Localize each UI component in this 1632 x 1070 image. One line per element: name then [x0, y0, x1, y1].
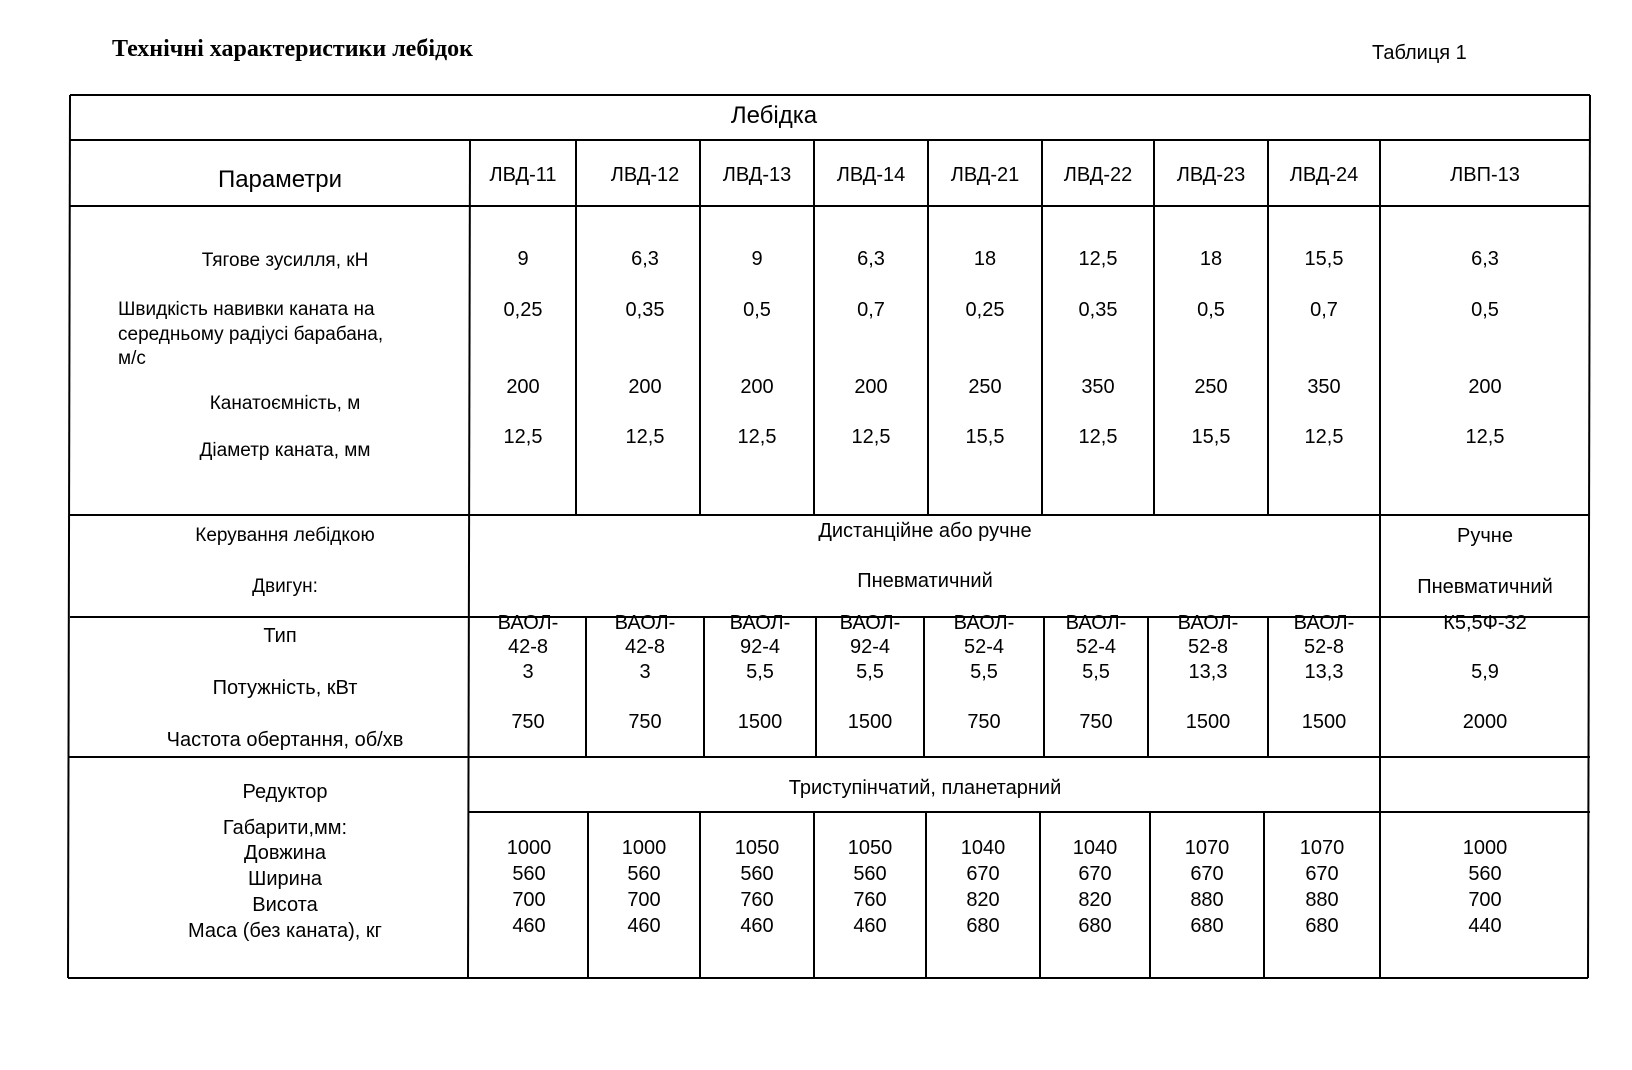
length-value: 1040: [960, 837, 1006, 859]
motor-type-line1: ВАОЛ-: [1293, 612, 1355, 634]
rpm-value: 1500: [847, 711, 893, 733]
length-value: 1000: [1462, 837, 1508, 859]
dims-label-header: Габарити,мм:: [222, 817, 348, 839]
traction-label: Тягове зусилля, кН: [201, 250, 369, 271]
speed-label-2: середньому радіусі барабана,: [118, 324, 384, 345]
dims-label-length: Довжина: [243, 842, 326, 864]
power-value: 13,3: [1304, 661, 1344, 683]
traction-value: 9: [517, 248, 529, 270]
speed-value: 0,35: [1078, 299, 1118, 321]
width-value: 560: [1468, 863, 1502, 885]
power-value: 5,9: [1471, 661, 1499, 683]
dims-label-width: Ширина: [248, 868, 322, 890]
length-value: 1000: [506, 837, 552, 859]
width-value: 560: [627, 863, 661, 885]
traction-value: 9: [751, 248, 763, 270]
capacity-value: 250: [968, 376, 1002, 398]
rpm-value: 1500: [737, 711, 783, 733]
diameter-value: 12,5: [1465, 426, 1505, 448]
diameter-value: 12,5: [851, 426, 891, 448]
control-label: Керування лебідкою: [195, 525, 375, 546]
speed-value: 0,5: [1471, 299, 1499, 321]
capacity-value: 250: [1194, 376, 1228, 398]
length-value: 1070: [1299, 837, 1345, 859]
motor-type-line1: ВАОЛ-: [953, 612, 1015, 634]
reducer-value: Триступінчатий, планетарний: [788, 777, 1062, 799]
mass-value: 680: [1078, 915, 1112, 937]
motor-type-line1: ВАОЛ-: [1177, 612, 1239, 634]
model-header: ЛВД-13: [722, 164, 792, 186]
height-value: 700: [1468, 889, 1502, 911]
rpm-value: 1500: [1185, 711, 1231, 733]
motor-value: Пневматичний: [857, 570, 993, 592]
length-value: 1050: [734, 837, 780, 859]
speed-value: 0,25: [965, 299, 1005, 321]
mass-value: 680: [1305, 915, 1339, 937]
speed-value: 0,5: [1197, 299, 1225, 321]
width-value: 670: [1305, 863, 1339, 885]
width-value: 670: [966, 863, 1000, 885]
motor-type-line2: 42-8: [624, 636, 666, 658]
traction-value: 18: [1199, 248, 1223, 270]
capacity-value: 200: [854, 376, 888, 398]
length-value: 1050: [847, 837, 893, 859]
diameter-label: Діаметр каната, мм: [199, 440, 371, 461]
motor-type-line1: ВАОЛ-: [839, 612, 901, 634]
diameter-value: 12,5: [625, 426, 665, 448]
speed-value: 0,7: [1310, 299, 1338, 321]
traction-value: 12,5: [1078, 248, 1118, 270]
dims-label-mass: Маса (без каната), кг: [188, 920, 382, 942]
model-header: ЛВД-23: [1176, 164, 1246, 186]
capacity-value: 350: [1307, 376, 1341, 398]
mass-value: 440: [1468, 915, 1502, 937]
diameter-value: 12,5: [737, 426, 777, 448]
control-value-lvp: Ручне: [1457, 525, 1513, 547]
capacity-value: 350: [1081, 376, 1115, 398]
height-value: 820: [966, 889, 1000, 911]
diameter-value: 12,5: [1304, 426, 1344, 448]
power-value: 3: [522, 661, 534, 683]
motor-type-line1: ВАОЛ-: [614, 612, 676, 634]
height-value: 760: [740, 889, 774, 911]
speed-label-1: Швидкість навивки каната на: [118, 299, 375, 320]
diameter-value: 15,5: [1191, 426, 1231, 448]
dims-label-height: Висота: [252, 894, 318, 916]
capacity-value: 200: [1468, 376, 1502, 398]
capacity-value: 200: [506, 376, 540, 398]
mass-value: 460: [627, 915, 661, 937]
speed-value: 0,35: [625, 299, 665, 321]
model-header: ЛВД-22: [1063, 164, 1133, 186]
reducer-label: Редуктор: [242, 781, 328, 803]
motor-type-line2: 92-4: [739, 636, 781, 658]
group-header: Лебідка: [730, 102, 818, 129]
speed-value: 0,25: [503, 299, 543, 321]
traction-value: 18: [973, 248, 997, 270]
motor-type-line2: 52-4: [963, 636, 1005, 658]
motor-label: Двигун:: [252, 576, 318, 597]
diameter-value: 15,5: [965, 426, 1005, 448]
length-value: 1000: [621, 837, 667, 859]
traction-value: 6,3: [1471, 248, 1499, 270]
power-value: 5,5: [856, 661, 884, 683]
speed-value: 0,7: [857, 299, 885, 321]
width-value: 560: [740, 863, 774, 885]
rpm-value: 750: [1079, 711, 1113, 733]
rpm-value: 2000: [1462, 711, 1508, 733]
motor-value-lvp: Пневматичний: [1417, 576, 1553, 598]
rpm-value: 1500: [1301, 711, 1347, 733]
mass-value: 460: [853, 915, 887, 937]
rpm-value: 750: [967, 711, 1001, 733]
motor-type-line2: 42-8: [507, 636, 549, 658]
motor-type-line1: ВАОЛ-: [497, 612, 559, 634]
model-header: ЛВД-21: [950, 164, 1020, 186]
model-header: ЛВД-12: [610, 164, 680, 186]
motor-type-line2: 52-4: [1075, 636, 1117, 658]
width-value: 670: [1190, 863, 1224, 885]
rpm-value: 750: [511, 711, 545, 733]
model-header: ЛВД-11: [489, 164, 557, 186]
capacity-value: 200: [628, 376, 662, 398]
height-value: 880: [1305, 889, 1339, 911]
length-value: 1070: [1184, 837, 1230, 859]
model-header: ЛВП-13: [1450, 164, 1520, 186]
traction-value: 6,3: [857, 248, 885, 270]
width-value: 560: [853, 863, 887, 885]
document-title: Технічні характеристики лебідок: [112, 36, 473, 62]
width-value: 670: [1078, 863, 1112, 885]
table-number: Таблиця 1: [1372, 42, 1467, 64]
motor-type: К5,5Ф-32: [1443, 612, 1527, 634]
power-value: 13,3: [1188, 661, 1228, 683]
height-value: 700: [627, 889, 661, 911]
motor-type-line2: 92-4: [849, 636, 891, 658]
power-label: Потужність, кВт: [212, 677, 358, 699]
motor-type-line2: 52-8: [1187, 636, 1229, 658]
traction-value: 15,5: [1304, 248, 1344, 270]
width-value: 560: [512, 863, 546, 885]
diameter-value: 12,5: [1078, 426, 1118, 448]
mass-value: 680: [966, 915, 1000, 937]
speed-label-3: м/с: [118, 348, 146, 369]
motor-type-line1: ВАОЛ-: [1065, 612, 1127, 634]
height-value: 820: [1078, 889, 1112, 911]
mass-value: 460: [512, 915, 546, 937]
height-value: 700: [512, 889, 546, 911]
power-value: 5,5: [1082, 661, 1110, 683]
motor-type-line2: 52-8: [1303, 636, 1345, 658]
power-value: 5,5: [970, 661, 998, 683]
params-header: Параметри: [217, 166, 343, 193]
diameter-value: 12,5: [503, 426, 543, 448]
capacity-value: 200: [740, 376, 774, 398]
rpm-value: 750: [628, 711, 662, 733]
traction-value: 6,3: [631, 248, 659, 270]
mass-value: 680: [1190, 915, 1224, 937]
power-value: 5,5: [746, 661, 774, 683]
type-label: Тип: [263, 625, 297, 647]
control-value: Дистанційне або ручне: [818, 520, 1032, 542]
capacity-label: Канатоємність, м: [209, 393, 361, 414]
model-header: ЛВД-24: [1289, 164, 1359, 186]
speed-value: 0,5: [743, 299, 771, 321]
mass-value: 460: [740, 915, 774, 937]
rpm-label: Частота обертання, об/хв: [166, 729, 404, 751]
height-value: 760: [853, 889, 887, 911]
height-value: 880: [1190, 889, 1224, 911]
length-value: 1040: [1072, 837, 1118, 859]
model-header: ЛВД-14: [836, 164, 906, 186]
power-value: 3: [639, 661, 651, 683]
motor-type-line1: ВАОЛ-: [729, 612, 791, 634]
